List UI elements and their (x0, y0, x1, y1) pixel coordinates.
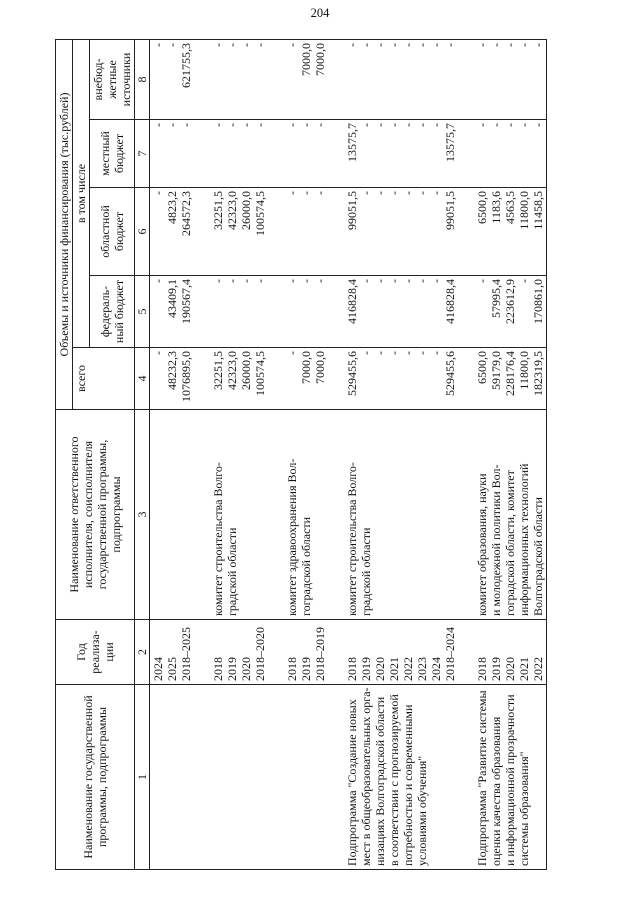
cell-line: 529455,6 (345, 351, 359, 396)
rotated-table-wrapper (55, 40, 595, 870)
cell-line: 13575,7 (443, 123, 457, 162)
cell-line: - (359, 191, 373, 195)
cell-line: 264572,3 (179, 191, 193, 236)
cell-line: - (387, 42, 401, 47)
cell-line: и молодежной политики Вол- (489, 464, 503, 616)
header-program-name: Наименование государственной программы, подпрограммы (56, 685, 135, 870)
local-cell (474, 120, 547, 188)
extra-cell (474, 39, 547, 119)
cell-line: 43409,1 (165, 279, 179, 318)
column-number: 6 (135, 188, 150, 276)
header-regional: областной бюджет (90, 188, 135, 276)
table-row (210, 39, 268, 869)
column-number: 4 (135, 348, 150, 410)
executor-cell (344, 410, 458, 620)
header-year: Год реализа-ции (56, 620, 135, 685)
cell-line: - (239, 42, 253, 47)
column-number: 7 (135, 120, 150, 188)
header-federal: федераль-ный бюджет (90, 276, 135, 348)
cell-line: 100574,5 (253, 191, 267, 236)
year-cell (284, 620, 328, 685)
cell-line: градской области (225, 527, 239, 616)
cell-line: Подпрограмма "Создание новых (345, 699, 359, 866)
cell-line: - (429, 123, 443, 127)
cell-line: - (387, 279, 401, 283)
cell-line: 1076895,0 (179, 351, 193, 402)
cell-line: - (359, 123, 373, 127)
cell-line: 11800,0 (517, 351, 531, 390)
regional-cell (474, 188, 547, 276)
cell-line: 2018–2025 (179, 627, 193, 681)
cell-line: - (179, 123, 193, 127)
cell-line: - (401, 42, 415, 47)
total-cell (344, 348, 458, 410)
cell-line: - (359, 351, 373, 355)
extra-cell (210, 39, 268, 119)
cell-line: - (225, 279, 239, 283)
cell-line: 529455,6 (443, 351, 457, 396)
cell-line: 7000,0 (299, 351, 313, 384)
cell-line: и информационной прозрачности (503, 694, 517, 866)
cell-line: - (475, 123, 489, 127)
cell-line: 2024 (151, 657, 165, 681)
cell-line: - (517, 123, 531, 127)
cell-line: 32251,5 (211, 191, 225, 230)
header-executor: Наименование ответственного исполнителя, соисполнителя государственной программы, подпрограммы (56, 410, 135, 620)
cell-line: - (225, 42, 239, 47)
total-cell (474, 348, 547, 410)
cell-line: - (387, 191, 401, 195)
cell-line: - (401, 123, 415, 127)
cell-line: 59179,0 (489, 351, 503, 390)
column-number: 5 (135, 276, 150, 348)
cell-line: 26000,0 (239, 191, 253, 230)
cell-line: 2022 (401, 657, 415, 681)
program-name-cell (284, 685, 328, 870)
cell-line: 2020 (373, 657, 387, 681)
cell-line: 11800,0 (517, 191, 531, 230)
regional-cell (210, 188, 268, 276)
cell-line: - (211, 42, 225, 47)
cell-line: в соответствии с прогнозируемой (387, 694, 401, 866)
federal-cell (474, 276, 547, 348)
row-spacer (328, 39, 344, 869)
executor-cell (284, 410, 328, 620)
cell-line: - (489, 42, 503, 47)
cell-line: комитет здравоохранения Вол- (285, 458, 299, 616)
cell-line: - (313, 123, 327, 127)
extra-cell (150, 39, 195, 119)
cell-line: - (517, 279, 531, 283)
table-row (474, 39, 547, 869)
cell-line: - (429, 42, 443, 47)
cell-line: 1183,6 (489, 191, 503, 224)
cell-line: - (151, 351, 165, 355)
cell-line: - (429, 279, 443, 283)
cell-line: - (285, 351, 299, 355)
header-extra: внебюд-жетные источники (90, 39, 135, 119)
cell-line: - (239, 279, 253, 283)
regional-cell (284, 188, 328, 276)
row-spacer (194, 39, 210, 869)
program-name-cell (150, 685, 195, 870)
cell-line: - (151, 191, 165, 195)
total-cell (210, 348, 268, 410)
cell-line: - (151, 279, 165, 283)
cell-line: 2022 (531, 657, 545, 681)
cell-line: Волгоградской области (531, 497, 545, 616)
year-cell (210, 620, 268, 685)
cell-line: 6500,0 (475, 351, 489, 384)
header-local: местный бюджет (90, 120, 135, 188)
cell-line: - (415, 42, 429, 47)
cell-line: 2018–2020 (253, 627, 267, 681)
extra-cell (284, 39, 328, 119)
cell-line: 2023 (415, 657, 429, 681)
cell-line: 42323,0 (225, 351, 239, 390)
cell-line: 2019 (489, 657, 503, 681)
cell-line: 7000,0 (313, 42, 327, 76)
year-cell (474, 620, 547, 685)
table-row (284, 39, 328, 869)
cell-line: мест в общеобразовательных орга- (359, 687, 373, 866)
cell-line: 26000,0 (239, 351, 253, 390)
cell-line: - (253, 42, 267, 47)
cell-line: - (503, 42, 517, 47)
cell-line: условиями обучения" (415, 755, 429, 866)
cell-line: - (531, 123, 545, 127)
cell-line: 99051,5 (443, 191, 457, 230)
cell-line: - (387, 123, 401, 127)
cell-line: 6500,0 (475, 191, 489, 224)
cell-line: - (503, 123, 517, 127)
cell-line: гоградской области, комитет (503, 470, 517, 616)
cell-line: 223612,9 (503, 279, 517, 324)
column-number: 8 (135, 39, 150, 119)
cell-line: - (475, 279, 489, 283)
cell-line: - (299, 191, 313, 195)
cell-line: - (239, 123, 253, 127)
cell-line: - (489, 123, 503, 127)
federal-cell (284, 276, 328, 348)
header-including: в том числе (73, 39, 90, 347)
column-number: 1 (135, 685, 150, 870)
cell-line: 2018 (345, 657, 359, 681)
cell-line: 57995,4 (489, 279, 503, 318)
cell-line: - (151, 123, 165, 127)
row-spacer (458, 39, 474, 869)
cell-line: - (211, 123, 225, 127)
column-number: 2 (135, 620, 150, 685)
cell-line: 621755,3 (179, 42, 193, 88)
cell-line: - (299, 123, 313, 127)
total-cell (284, 348, 328, 410)
cell-line: - (401, 191, 415, 195)
cell-line: 2019 (359, 657, 373, 681)
cell-line: 13575,7 (345, 123, 359, 162)
cell-line: - (415, 123, 429, 127)
cell-line: оценки качества образования (489, 716, 503, 866)
cell-line: - (299, 279, 313, 283)
cell-line: комитет строительства Волго- (345, 462, 359, 616)
cell-line: 2019 (299, 657, 313, 681)
cell-line: 99051,5 (345, 191, 359, 230)
cell-line: 2018 (475, 657, 489, 681)
executor-cell (474, 410, 547, 620)
header-funding: Объемы и источники финансирования (тыс.рублей) (56, 39, 73, 409)
cell-line: - (443, 42, 457, 47)
cell-line: - (345, 42, 359, 47)
cell-line: 4823,2 (165, 191, 179, 224)
cell-line: - (165, 42, 179, 47)
local-cell (284, 120, 328, 188)
financing-table (55, 39, 547, 870)
extra-cell (344, 39, 458, 119)
cell-line: - (373, 123, 387, 127)
year-cell (150, 620, 195, 685)
cell-line: 182319,5 (531, 351, 545, 396)
cell-line: - (387, 351, 401, 355)
page-number: 204 (310, 6, 330, 20)
cell-line: 100574,5 (253, 351, 267, 396)
executor-cell (150, 410, 195, 620)
cell-line: - (211, 279, 225, 283)
cell-line: 7000,0 (313, 351, 327, 384)
cell-line: - (475, 42, 489, 47)
cell-line: гоградской области (299, 516, 313, 616)
regional-cell (344, 188, 458, 276)
cell-line: низациях Волгоградской области (373, 696, 387, 866)
cell-line: - (151, 42, 165, 47)
cell-line: - (373, 279, 387, 283)
cell-line: 170861,0 (531, 279, 545, 324)
cell-line: - (313, 191, 327, 195)
cell-line: 2021 (387, 657, 401, 681)
cell-line: системы образования" (517, 751, 531, 866)
cell-line: - (531, 42, 545, 47)
cell-line: 416828,4 (443, 279, 457, 324)
column-number: 3 (135, 410, 150, 620)
cell-line: 2020 (503, 657, 517, 681)
program-name-cell (474, 685, 547, 870)
regional-cell (150, 188, 195, 276)
federal-cell (210, 276, 268, 348)
cell-line: 2018 (211, 657, 225, 681)
cell-line: - (285, 42, 299, 47)
program-name-cell (210, 685, 268, 870)
cell-line: 2021 (517, 657, 531, 681)
cell-line: 48232,3 (165, 351, 179, 390)
cell-line: 2018–2024 (443, 627, 457, 681)
total-cell (150, 348, 195, 410)
federal-cell (150, 276, 195, 348)
cell-line: комитет строительства Волго- (211, 462, 225, 616)
cell-line: - (225, 123, 239, 127)
cell-line: - (285, 123, 299, 127)
cell-line: - (401, 279, 415, 283)
cell-line: - (373, 42, 387, 47)
cell-line: - (359, 279, 373, 283)
cell-line: 7000,0 (299, 42, 313, 76)
cell-line: - (359, 42, 373, 47)
cell-line: 42323,0 (225, 191, 239, 230)
cell-line: 11458,5 (531, 191, 545, 230)
cell-line: - (253, 279, 267, 283)
cell-line: - (429, 351, 443, 355)
cell-line: 416828,4 (345, 279, 359, 324)
cell-line: потребностью и современными (401, 704, 415, 866)
cell-line: 190567,4 (179, 279, 193, 324)
cell-line: - (415, 191, 429, 195)
local-cell (150, 120, 195, 188)
cell-line: - (253, 123, 267, 127)
cell-line: 2018–2019 (313, 627, 327, 681)
cell-line: - (415, 351, 429, 355)
cell-line: 2025 (165, 657, 179, 681)
cell-line: - (313, 279, 327, 283)
cell-line: 228176,4 (503, 351, 517, 396)
table-row (150, 39, 195, 869)
row-spacer (268, 39, 284, 869)
cell-line: - (517, 42, 531, 47)
header-total: всего (73, 348, 135, 410)
cell-line: 2024 (429, 657, 443, 681)
program-name-cell (344, 685, 458, 870)
cell-line: градской области (359, 527, 373, 616)
cell-line: - (429, 191, 443, 195)
cell-line: - (285, 279, 299, 283)
cell-line: 32251,5 (211, 351, 225, 390)
cell-line: информационных технологий (517, 463, 531, 616)
cell-line: комитет образования, науки (475, 473, 489, 616)
cell-line: Подпрограмма "Развитие системы (475, 690, 489, 866)
cell-line: - (401, 351, 415, 355)
cell-line: - (415, 279, 429, 283)
cell-line: - (165, 123, 179, 127)
local-cell (344, 120, 458, 188)
cell-line: 2018 (285, 657, 299, 681)
year-cell (344, 620, 458, 685)
cell-line: - (285, 191, 299, 195)
cell-line: - (373, 191, 387, 195)
table-body (150, 39, 547, 869)
cell-line: 2020 (239, 657, 253, 681)
local-cell (210, 120, 268, 188)
federal-cell (344, 276, 458, 348)
executor-cell (210, 410, 268, 620)
cell-line: 4563,5 (503, 191, 517, 224)
cell-line: - (373, 351, 387, 355)
cell-line: 2019 (225, 657, 239, 681)
table-row (344, 39, 458, 869)
